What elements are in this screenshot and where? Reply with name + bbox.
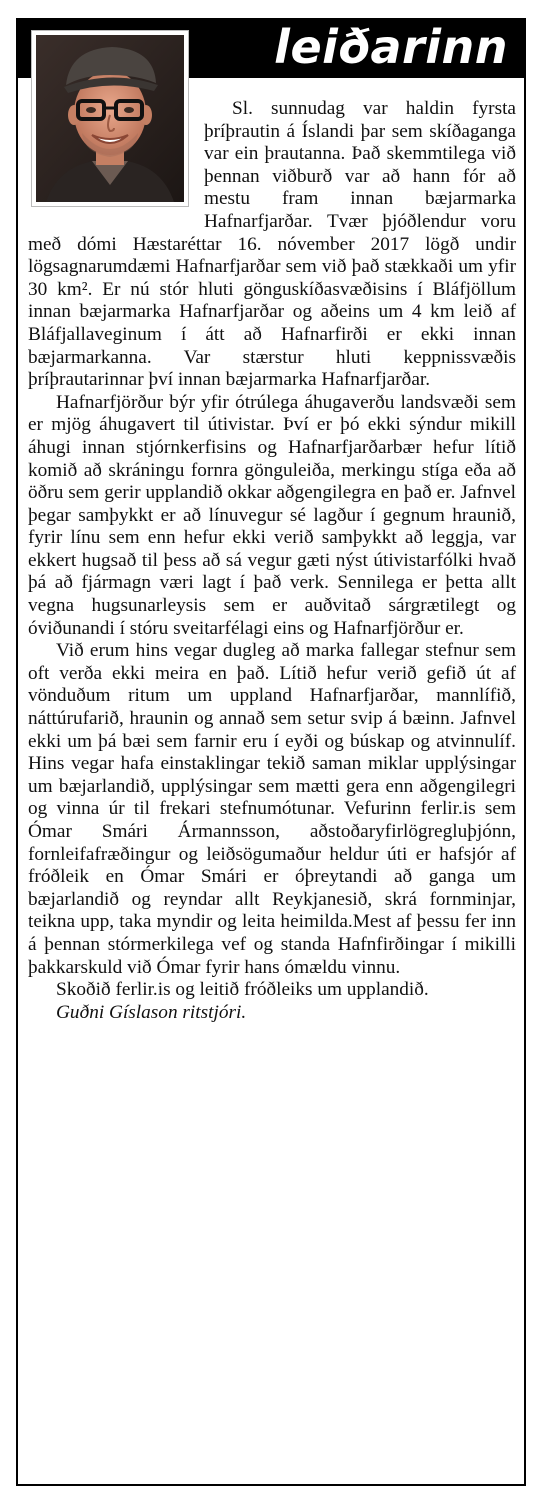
- article-paragraph-3: Við erum hins vegar dugleg að marka fallegar stefnur sem oft verða ekki meira en það. Lítið hefur verið gefið út af vönduðum ritum um uppland Hafnarfjarðar, mannlífið, náttúrufarið, hraunin og annað sem setur svip á bæinn. Jafnvel ekki um þá bæi sem farnir eru í eyði og búskap og atvinnulíf. Hins vegar hafa einstaklingar tekið saman miklar upplýsingar um bæjarlandið, upplýsingar sem mætti gera enn aðgengilegri og vinna úr til frekari stefnumótunar. Vefurinn ferlir.is sem Ómar Smári Ármannsson, aðstoðaryfirlögregluþjónn, fornleifafræðingur og leiðsögumaður heldur úti er hafsjór af fróðleik en Ómar Smári er óþreytandi að ganga um bæjarlandið og reyndar allt Reykjanesið, skrá fornminjar, teikna upp, taka myndir og leita heimilda.Mest af þessu fer inn á þennan stórmerkilega vef og standa Hafnfirðingar í mikilli þakkarskuld við Ómar fyrir hans ómældu vinnu.: [28, 640, 516, 978]
- article-paragraph-4: Skoðið ferlir.is og leitið fróðleiks um upplandið.: [56, 979, 429, 1001]
- editorial-column: [16, 18, 526, 1486]
- article-paragraph-2: Hafnarfjörður býr yfir ótrúlega áhugaverðu landsvæði sem er mjög áhugavert til útivistar. Því er þó ekki sýndur mikill áhugi innan stjórnkerfisins og Hafnarfjarðarbær hefur lítið komið að skráningu fornra gönguleiða, merkingu stíga eða að öðru sem gerir upplandið okkar aðgengilegra en það er. Jafnvel þegar samþykkt er að línuvegur sé lagður í gegnum hraunið, fyrir línu sem enn hefur ekki verið samþykkt að leggja, var ekkert hugsað til þess að sá vegur gæti nýst útivistarfólki hvað þá að fjármagn væri lagt í það verk. Sennilega er þetta allt vegna hugsunarleysis sem er auðvitað sárgrætilegt og óviðunandi í stóru sveitarfélagi eins og Hafnarfjörður er.: [28, 391, 516, 639]
- column-title: leiðarinn: [274, 20, 508, 74]
- article-body: [28, 98, 516, 1024]
- article-paragraph-1: Sl. sunnudag var haldin fyrsta þríþrautin á Íslandi þar sem skíðaganga var ein þrautanna. Það skemmtilega við þennan viðburð var að hann fór að mestu fram innan bæjarmarka Hafnarfjarðar. Tvær þjóðlendur voru með dómi Hæstaréttar 16. nóvember 2017 lögð undir lögsagnarumdæmi Hafnarfjarðar sem við það stækkaði um yfir 30 km². Er nú stór hluti gönguskíðasvæðisins í Bláfjöllum innan bæjarmarka Hafnarfjarðar og aðeins um 4 km leið af Bláfjallaveginum í átt að Hafnarfirði er ekki innan bæjarmarkanna. Var stærstur hluti keppnissvæðis þríþrautarinnar því innan bæjarmarka Hafnarfjarðar.: [28, 98, 516, 391]
- author-signature: Guðni Gíslason ritstjóri.: [56, 1001, 247, 1023]
- photo-spacer: [28, 98, 204, 212]
